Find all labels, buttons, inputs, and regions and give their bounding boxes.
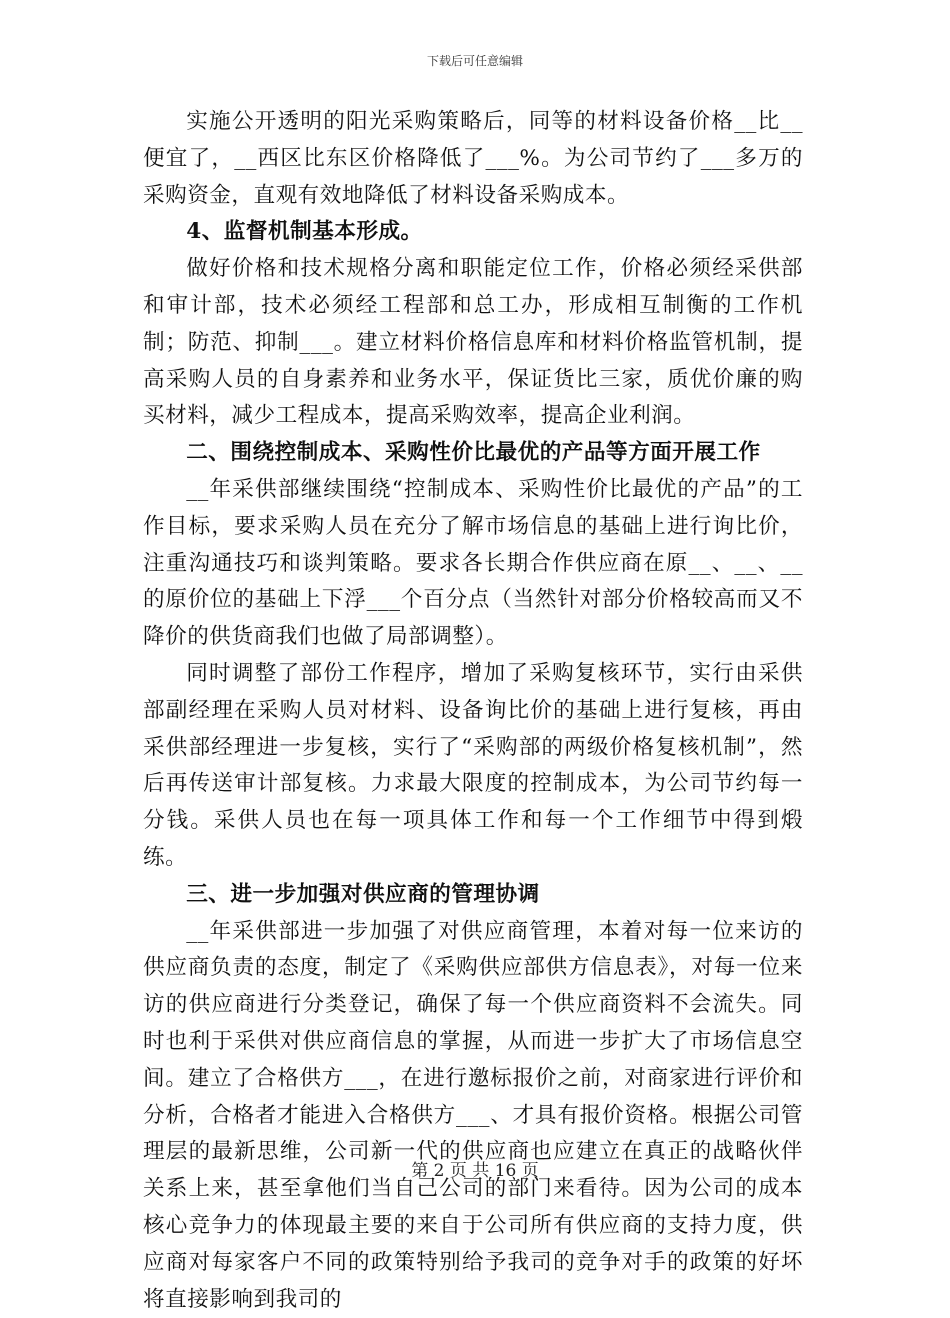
document-body <box>143 104 803 1318</box>
heading-supplier-management: 三、进一步加强对供应商的管理协调 <box>186 881 540 907</box>
paragraph-review-process: 同时调整了部份工作程序，增加了采购复核环节，实行由采供部副经理在采购人员对材料、设备询比价的基础上进行复核，再由采供部经理进一步复核，实行了“采购部的两级价格复核机制”，然后再传送审计部复核。力求最大限度的控制成本，为公司节约每一分钱。采供人员也在每一项具体工作和每一个工作细节中得到煅练。 <box>143 660 803 870</box>
heading-supervision: 4、监督机制基本形成。 <box>186 219 423 245</box>
paragraph-supplier-management: __年采供部进一步加强了对供应商管理，本着对每一位来访的供应商负责的态度，制定了《采购供应部供方信息表》，对每一位来访的供应商进行分类登记，确保了每一个供应商资料不会流失。同时也利于采供对供应商信息的掌握，从而进一步扩大了市场信息空间。建立了合格供方___，在进行邀标报价之前，对商家进行评价和分析，合格者才能进入合格供方___、才具有报价资格。根据公司管理层的最新思维，公司新一代的供应商也应建立在真正的战略伙伴关系上来，甚至拿他们当自己公司的部门来看待。因为公司的成本核心竞争力的体现最主要的来自于公司所有供应商的支持力度，供应商对每家客户不同的政策特别给予我司的竞争对手的政策的好坏将直接影响到我司的 <box>143 918 803 1312</box>
page-header: 下载后可任意编辑 <box>426 54 523 68</box>
page-number: 第 2 页 共 16 页 <box>411 1161 539 1181</box>
paragraph-cost-control: __年采供部继续围绕“控制成本、采购性价比最优的产品”的工作目标，要求采购人员在充分了解市场信息的基础上进行询比价，注重沟通技巧和谈判策略。要求各长期合作供应商在原__、__、__的原价位的基础上下浮___个百分点（当然针对部分价格较高而又不降价的供货商我们也做了局部调整）。 <box>143 476 803 650</box>
paragraph-supervision: 做好价格和技术规格分离和职能定位工作，价格必须经采供部和审计部，技术必须经工程部和总工办，形成相互制衡的工作机制；防范、抑制___。建立材料价格信息库和材料价格监管机制，提高采购人员的自身素养和业务水平，保证货比三家，质优价廉的购买材料，减少工程成本，提高采购效率，提高企业利润。 <box>143 256 803 429</box>
paragraph-price-reduction: 实施公开透明的阳光采购策略后，同等的材料设备价格__比__便宜了，__西区比东区价格降低了___%。为公司节约了___多万的采购资金，直观有效地降低了材料设备采购成本。 <box>143 109 803 208</box>
heading-cost-control: 二、围绕控制成本、采购性价比最优的产品等方面开展工作 <box>186 440 761 466</box>
